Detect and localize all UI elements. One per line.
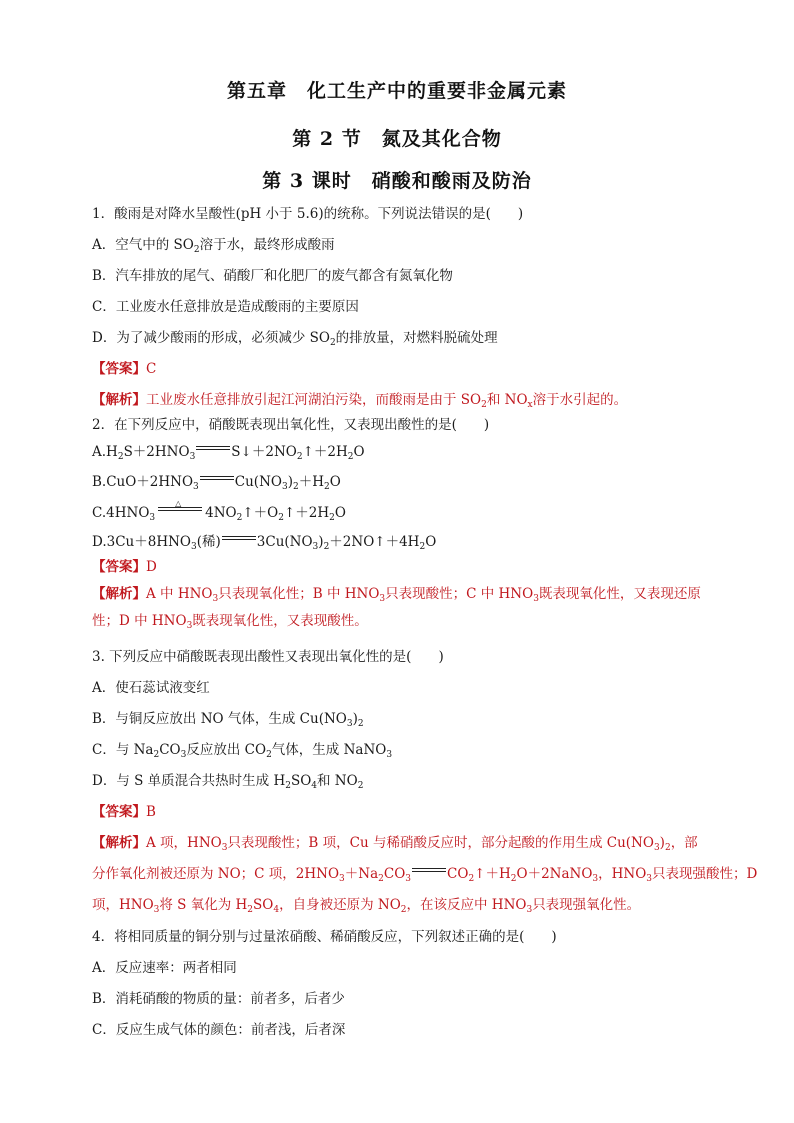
q3-option-b: B．与铜反应放出 NO 气体，生成 $Cu(NO_3)_2$ (92, 711, 364, 729)
q2-analysis-line1: 【解析】A 中 $HNO_3$只表现氧化性；B 中 $HNO_3$只表现酸性；C 中 $HNO_3$既表现氧化性，又表现还原 (92, 586, 701, 604)
equals-sign (200, 475, 234, 483)
q4-stem: 4．将相同质量的铜分别与过量浓硝酸、稀硝酸反应，下列叙述正确的是( ) (92, 929, 557, 945)
section-title: 第 2 节 氮及其化合物 (292, 128, 502, 150)
q1-answer: 【答案】C (92, 361, 157, 377)
q2-answer: 【答案】D (92, 559, 157, 575)
q2-option-d: $D.3Cu+8HNO_3$(稀) $3Cu(NO_3)_2+2NO↑+4H_2O$ (92, 534, 437, 552)
q4-option-c: C．反应生成气体的颜色：前者浅，后者深 (92, 1022, 346, 1038)
q1-stem: 1．酸雨是对降水呈酸性(pH 小于 5.6)的统称。下列说法错误的是( ) (92, 206, 524, 222)
equals-sign (196, 445, 230, 453)
q3-analysis-line1: 【解析】A 项，$HNO_3$只表现酸性；B 项，Cu 与稀硝酸反应时，部分起酸的作用生成 $Cu(NO_3)_2$，部 (92, 835, 698, 853)
q3-answer: 【答案】B (92, 804, 156, 820)
q3-option-a: A．使石蕊试液变红 (92, 680, 210, 696)
q3-option-c: C．与 $Na_2CO_3$反应放出 $CO_2$气体，生成 NaNO$_3$ (92, 742, 393, 760)
q3-analysis-line3: 项，$HNO_3$将 S 氧化为 $H_2SO_4$，自身被还原为 $NO_2$，在该反应中 $HNO_3$只表现强氧化性。 (92, 897, 641, 915)
q2-option-b: $B.CuO+2HNO_3$ $Cu(NO_3)_2+H_2O$ (92, 474, 341, 492)
equals-sign (412, 867, 446, 875)
q3-option-d: D．与 S 单质混合共热时生成 $H_2SO_4$和 $NO_2$ (92, 773, 364, 791)
q3-analysis-line2: 分作氧化剂被还原为 NO；C 项，$2HNO_3+Na_2CO_3$ $CO_2↑+H_2O+2NaNO_3$，$HNO_3$只表现强酸性；D (92, 866, 758, 884)
heat-equals-sign: △ (158, 506, 202, 514)
lesson-title: 第 3 课时 硝酸和酸雨及防治 (262, 170, 532, 192)
q1-option-b: B．汽车排放的尾气、硝酸厂和化肥厂的废气都含有氮氧化物 (92, 268, 453, 284)
chapter-title: 第五章 化工生产中的重要非金属元素 (226, 80, 567, 102)
q2-stem: 2．在下列反应中，硝酸既表现出氧化性，又表现出酸性的是( ) (92, 417, 490, 433)
q2-option-a: $A.H_2S+2HNO_3$ $S↓+2NO_2↑+2H_2O$ (92, 444, 365, 462)
q1-option-c: C．工业废水任意排放是造成酸雨的主要原因 (92, 299, 359, 315)
q1-option-a: A．空气中的 $SO_2$溶于水，最终形成酸雨 (92, 237, 335, 255)
q2-option-c: $C.4HNO_3$ △ $4NO_2↑+O_2↑+2H_2O$ (92, 499, 346, 523)
q1-analysis: 【解析】工业废水任意排放引起江河湖泊污染，而酸雨是由于 $SO_2$和 $NO_x$溶于水引起的。 (92, 392, 628, 410)
q4-option-b: B．消耗硝酸的物质的量：前者多，后者少 (92, 991, 345, 1007)
q1-option-d: D．为了减少酸雨的形成，必须减少 $SO_2$的排放量，对燃料脱硫处理 (92, 330, 498, 348)
equals-sign (222, 535, 256, 543)
q4-option-a: A．反应速率：两者相同 (92, 960, 237, 976)
q3-stem: 3. 下列反应中硝酸既表现出酸性又表现出氧化性的是( ) (92, 649, 444, 665)
q2-analysis-line2: 性；D 中 $HNO_3$既表现氧化性，又表现酸性。 (92, 613, 368, 631)
